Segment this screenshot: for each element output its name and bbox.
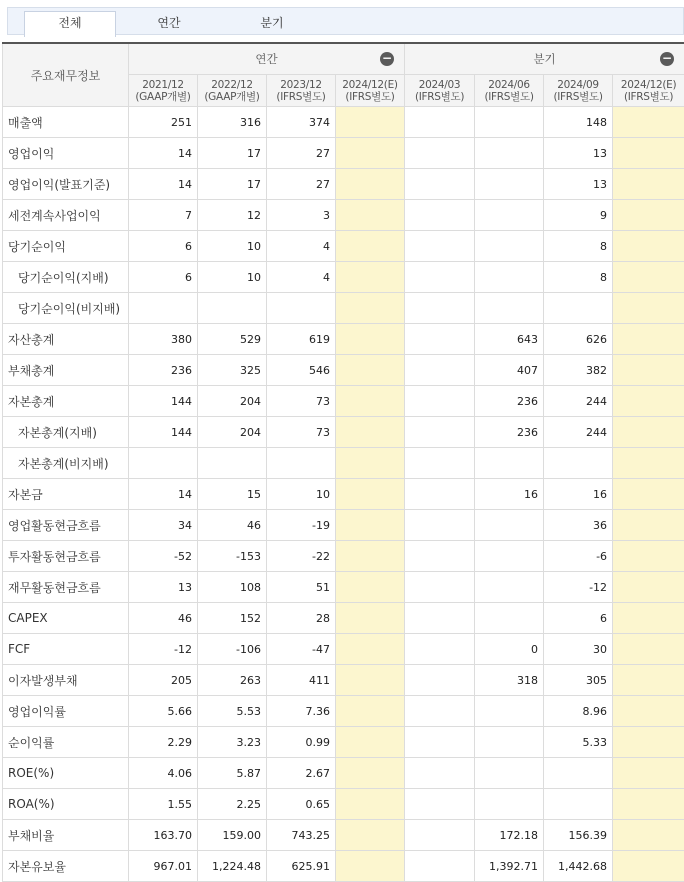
row-label[interactable]: 매출액 xyxy=(3,107,129,138)
table-cell xyxy=(475,696,544,727)
table-cell: 4 xyxy=(267,231,336,262)
table-cell xyxy=(613,820,684,851)
table-cell xyxy=(544,758,613,789)
table-cell xyxy=(405,293,475,324)
basis-label: (GAAP개별) xyxy=(204,90,260,103)
row-label[interactable]: 당기순이익(비지배) xyxy=(3,293,129,324)
minus-circle-icon[interactable]: − xyxy=(662,51,673,65)
table-cell: 3.23 xyxy=(198,727,267,758)
row-label[interactable]: 재무활동현금흐름 xyxy=(3,572,129,603)
table-cell xyxy=(267,293,336,324)
table-cell: 6 xyxy=(544,603,613,634)
table-cell xyxy=(336,572,405,603)
table-cell: 529 xyxy=(198,324,267,355)
group-label-annual: 연간 xyxy=(255,52,278,66)
table-cell xyxy=(405,820,475,851)
table-cell: 36 xyxy=(544,510,613,541)
table-cell xyxy=(336,107,405,138)
row-label[interactable]: 영업이익률 xyxy=(3,696,129,727)
table-cell xyxy=(613,293,684,324)
row-label[interactable]: ROE(%) xyxy=(3,758,129,789)
row-label[interactable]: FCF xyxy=(3,634,129,665)
table-cell: 643 xyxy=(475,324,544,355)
table-cell: 73 xyxy=(267,417,336,448)
table-cell: 144 xyxy=(129,417,198,448)
table-cell xyxy=(405,789,475,820)
table-cell: -106 xyxy=(198,634,267,665)
table-cell xyxy=(267,448,336,479)
table-cell: -47 xyxy=(267,634,336,665)
table-cell: 51 xyxy=(267,572,336,603)
table-cell: 2.67 xyxy=(267,758,336,789)
corner-header: 주요재무정보 xyxy=(3,43,129,107)
table-cell xyxy=(475,448,544,479)
table-row xyxy=(3,851,684,882)
table-cell: 17 xyxy=(198,138,267,169)
period-label: 2024/09 xyxy=(557,78,599,91)
table-cell xyxy=(475,293,544,324)
table-cell xyxy=(475,138,544,169)
table-cell: -12 xyxy=(544,572,613,603)
table-cell xyxy=(405,417,475,448)
table-cell xyxy=(475,169,544,200)
row-label[interactable]: 영업이익(발표기준) xyxy=(3,169,129,200)
row-label[interactable]: 자본유보율 xyxy=(3,851,129,882)
table-cell: 5.87 xyxy=(198,758,267,789)
table-cell: 204 xyxy=(198,417,267,448)
table-cell xyxy=(336,603,405,634)
table-cell: 0.65 xyxy=(267,789,336,820)
table-cell: 1.55 xyxy=(129,789,198,820)
table-cell: 5.66 xyxy=(129,696,198,727)
table-cell: 626 xyxy=(544,324,613,355)
table-row xyxy=(3,479,684,510)
table-row xyxy=(3,200,684,231)
table-cell: 12 xyxy=(198,200,267,231)
table-cell xyxy=(336,448,405,479)
table-cell xyxy=(613,138,684,169)
table-cell xyxy=(613,696,684,727)
table-cell xyxy=(613,758,684,789)
table-cell xyxy=(405,231,475,262)
table-row xyxy=(3,603,684,634)
table-body xyxy=(3,107,684,882)
table-cell xyxy=(405,355,475,386)
table-cell: 34 xyxy=(129,510,198,541)
tab-quarterly[interactable]: 분기 xyxy=(260,16,284,30)
table-cell: -12 xyxy=(129,634,198,665)
table-cell: 5.33 xyxy=(544,727,613,758)
table-cell xyxy=(336,231,405,262)
table-cell xyxy=(336,634,405,665)
table-cell: 159.00 xyxy=(198,820,267,851)
table-cell: 8.96 xyxy=(544,696,613,727)
table-cell: 73 xyxy=(267,386,336,417)
table-cell xyxy=(613,386,684,417)
table-cell: 236 xyxy=(475,386,544,417)
basis-label: (IFRS별도) xyxy=(553,90,603,103)
basis-label: (GAAP개별) xyxy=(135,90,191,103)
table-cell: 10 xyxy=(198,231,267,262)
table-row xyxy=(3,820,684,851)
table-cell xyxy=(336,758,405,789)
table-cell xyxy=(198,293,267,324)
period-label: 2024/12(E) xyxy=(620,78,677,91)
table-cell xyxy=(613,603,684,634)
table-cell xyxy=(613,572,684,603)
table-cell xyxy=(613,417,684,448)
table-cell xyxy=(336,479,405,510)
table-cell: 625.91 xyxy=(267,851,336,882)
table-row xyxy=(3,417,684,448)
period-header xyxy=(475,75,544,107)
financial-summary-table xyxy=(2,42,684,882)
table-cell xyxy=(613,355,684,386)
table-cell xyxy=(613,479,684,510)
period-label: 2024/12(E) xyxy=(342,78,398,91)
table-cell xyxy=(613,510,684,541)
table-cell: 172.18 xyxy=(475,820,544,851)
period-label: 2022/12 xyxy=(211,78,253,91)
table-cell xyxy=(544,448,613,479)
table-cell xyxy=(336,851,405,882)
period-header xyxy=(405,75,475,107)
table-cell: 2.25 xyxy=(198,789,267,820)
table-cell: 10 xyxy=(267,479,336,510)
row-label[interactable]: 부채총계 xyxy=(3,355,129,386)
row-label[interactable]: 자본금 xyxy=(3,479,129,510)
row-label[interactable]: 자본총계(지배) xyxy=(3,417,129,448)
table-cell xyxy=(475,107,544,138)
table-row xyxy=(3,355,684,386)
basis-label: (IFRS별도) xyxy=(623,90,674,103)
table-cell xyxy=(405,262,475,293)
period-label: 2021/12 xyxy=(142,78,184,91)
table-cell: 46 xyxy=(198,510,267,541)
row-label[interactable]: 투자활동현금흐름 xyxy=(3,541,129,572)
table-cell: 10 xyxy=(198,262,267,293)
table-cell xyxy=(129,293,198,324)
table-cell xyxy=(336,789,405,820)
table-cell: 17 xyxy=(198,169,267,200)
table-cell: 3 xyxy=(267,200,336,231)
table-cell xyxy=(613,169,684,200)
table-row xyxy=(3,107,684,138)
table-cell xyxy=(336,200,405,231)
table-cell: -6 xyxy=(544,541,613,572)
table-cell: 5.53 xyxy=(198,696,267,727)
table-cell xyxy=(405,200,475,231)
tab-bar xyxy=(0,0,684,42)
table-cell xyxy=(613,324,684,355)
table-cell: 2.29 xyxy=(129,727,198,758)
table-cell xyxy=(336,355,405,386)
table-cell: 374 xyxy=(267,107,336,138)
table-cell: 1,442.68 xyxy=(544,851,613,882)
table-row xyxy=(3,448,684,479)
table-cell: -52 xyxy=(129,541,198,572)
table-cell xyxy=(336,138,405,169)
table-cell xyxy=(475,231,544,262)
table-cell: 28 xyxy=(267,603,336,634)
table-row xyxy=(3,696,684,727)
table-cell: 144 xyxy=(129,386,198,417)
table-cell: 27 xyxy=(267,169,336,200)
table-cell: 407 xyxy=(475,355,544,386)
period-header xyxy=(613,75,684,107)
table-cell xyxy=(475,789,544,820)
table-cell: 163.70 xyxy=(129,820,198,851)
table-cell xyxy=(405,107,475,138)
table-row xyxy=(3,293,684,324)
group-header-annual xyxy=(129,43,405,75)
period-header xyxy=(267,75,336,107)
row-label[interactable]: 영업이익 xyxy=(3,138,129,169)
table-cell: 14 xyxy=(129,138,198,169)
table-row xyxy=(3,324,684,355)
table-row xyxy=(3,169,684,200)
table-cell xyxy=(613,665,684,696)
row-label[interactable]: 이자발생부채 xyxy=(3,665,129,696)
table-cell: 14 xyxy=(129,169,198,200)
table-cell: 6 xyxy=(129,262,198,293)
period-header xyxy=(544,75,613,107)
row-label[interactable]: 자산총계 xyxy=(3,324,129,355)
table-row xyxy=(3,541,684,572)
group-header-quarterly xyxy=(405,43,684,75)
table-row xyxy=(3,138,684,169)
table-cell xyxy=(336,417,405,448)
table-row xyxy=(3,231,684,262)
table-row xyxy=(3,634,684,665)
table-cell xyxy=(613,107,684,138)
table-cell: 148 xyxy=(544,107,613,138)
table-cell: 1,224.48 xyxy=(198,851,267,882)
table-cell xyxy=(405,727,475,758)
table-cell xyxy=(613,634,684,665)
table-cell xyxy=(405,510,475,541)
table-cell: 30 xyxy=(544,634,613,665)
period-label: 2023/12 xyxy=(280,78,322,91)
table-cell: 46 xyxy=(129,603,198,634)
table-cell: -19 xyxy=(267,510,336,541)
table-cell xyxy=(405,758,475,789)
row-label[interactable]: 부채비율 xyxy=(3,820,129,851)
table-cell xyxy=(405,851,475,882)
period-header xyxy=(129,75,198,107)
table-cell: 13 xyxy=(544,169,613,200)
table-cell: -22 xyxy=(267,541,336,572)
table-cell xyxy=(405,572,475,603)
table-cell: 15 xyxy=(198,479,267,510)
table-cell xyxy=(336,541,405,572)
table-cell xyxy=(405,479,475,510)
table-cell xyxy=(544,789,613,820)
table-row xyxy=(3,789,684,820)
table-cell xyxy=(475,603,544,634)
table-cell: 411 xyxy=(267,665,336,696)
basis-label: (IFRS별도) xyxy=(345,90,395,103)
table-cell: 16 xyxy=(475,479,544,510)
table-cell xyxy=(405,665,475,696)
row-label[interactable]: 자본총계 xyxy=(3,386,129,417)
period-label: 2024/06 xyxy=(488,78,530,91)
table-cell: 316 xyxy=(198,107,267,138)
table-cell xyxy=(405,324,475,355)
table-cell xyxy=(613,262,684,293)
table-cell: 6 xyxy=(129,231,198,262)
table-cell: 967.01 xyxy=(129,851,198,882)
table-cell xyxy=(336,510,405,541)
table-cell: 7.36 xyxy=(267,696,336,727)
table-cell xyxy=(613,851,684,882)
table-cell: 244 xyxy=(544,386,613,417)
table-cell xyxy=(336,696,405,727)
period-header xyxy=(198,75,267,107)
table-cell: 251 xyxy=(129,107,198,138)
table-cell: 4 xyxy=(267,262,336,293)
row-label[interactable]: 세전계속사업이익 xyxy=(3,200,129,231)
table-cell: 318 xyxy=(475,665,544,696)
table-cell: 205 xyxy=(129,665,198,696)
basis-label: (IFRS별도) xyxy=(484,90,534,103)
table-cell xyxy=(405,169,475,200)
table-cell xyxy=(544,293,613,324)
table-cell xyxy=(405,634,475,665)
table-cell: 743.25 xyxy=(267,820,336,851)
tab-all[interactable]: 전체 xyxy=(24,11,116,37)
period-label: 2024/03 xyxy=(418,78,461,91)
table-cell: 1,392.71 xyxy=(475,851,544,882)
period-header xyxy=(336,75,405,107)
table-cell xyxy=(336,293,405,324)
table-row xyxy=(3,665,684,696)
table-cell xyxy=(336,169,405,200)
table-cell xyxy=(336,727,405,758)
table-cell xyxy=(405,541,475,572)
row-label[interactable]: 당기순이익 xyxy=(3,231,129,262)
table-row xyxy=(3,262,684,293)
table-cell xyxy=(129,448,198,479)
table-cell: 4.06 xyxy=(129,758,198,789)
table-cell: 204 xyxy=(198,386,267,417)
table-cell: 380 xyxy=(129,324,198,355)
table-cell: 156.39 xyxy=(544,820,613,851)
table-cell xyxy=(613,200,684,231)
group-label-quarterly: 분기 xyxy=(533,52,556,66)
table-cell xyxy=(198,448,267,479)
row-label[interactable]: CAPEX xyxy=(3,603,129,634)
table-cell: 244 xyxy=(544,417,613,448)
row-label[interactable]: ROA(%) xyxy=(3,789,129,820)
table-cell: 27 xyxy=(267,138,336,169)
table-cell: 619 xyxy=(267,324,336,355)
table-cell xyxy=(405,603,475,634)
table-cell: -153 xyxy=(198,541,267,572)
row-label[interactable]: 당기순이익(지배) xyxy=(3,262,129,293)
table-cell xyxy=(475,541,544,572)
table-cell: 7 xyxy=(129,200,198,231)
table-cell xyxy=(475,572,544,603)
table-cell xyxy=(613,727,684,758)
table-cell: 108 xyxy=(198,572,267,603)
table-cell: 8 xyxy=(544,231,613,262)
tab-annual[interactable]: 연간 xyxy=(157,16,181,30)
table-cell xyxy=(475,727,544,758)
table-cell: 236 xyxy=(129,355,198,386)
row-label[interactable]: 자본총계(비지배) xyxy=(3,448,129,479)
table-cell xyxy=(613,789,684,820)
table-cell xyxy=(336,665,405,696)
row-label[interactable]: 영업활동현금흐름 xyxy=(3,510,129,541)
table-cell: 8 xyxy=(544,262,613,293)
table-cell: 9 xyxy=(544,200,613,231)
basis-label: (IFRS별도) xyxy=(414,90,465,103)
table-cell xyxy=(475,510,544,541)
table-cell: 152 xyxy=(198,603,267,634)
table-cell: 0.99 xyxy=(267,727,336,758)
table-cell xyxy=(475,200,544,231)
table-cell xyxy=(336,820,405,851)
table-cell xyxy=(336,262,405,293)
table-cell: 325 xyxy=(198,355,267,386)
table-cell xyxy=(405,386,475,417)
basis-label: (IFRS별도) xyxy=(276,90,326,103)
table-row xyxy=(3,572,684,603)
table-row xyxy=(3,727,684,758)
table-cell: 305 xyxy=(544,665,613,696)
table-cell xyxy=(336,324,405,355)
table-cell xyxy=(613,541,684,572)
table-row xyxy=(3,758,684,789)
table-cell: 263 xyxy=(198,665,267,696)
table-cell: 0 xyxy=(475,634,544,665)
minus-circle-icon[interactable]: − xyxy=(382,51,393,65)
table-cell xyxy=(336,386,405,417)
table-cell: 13 xyxy=(544,138,613,169)
table-cell xyxy=(405,448,475,479)
table-cell: 14 xyxy=(129,479,198,510)
table-row xyxy=(3,510,684,541)
table-row xyxy=(3,386,684,417)
table-cell xyxy=(613,231,684,262)
table-cell: 16 xyxy=(544,479,613,510)
table-cell xyxy=(405,138,475,169)
table-cell: 382 xyxy=(544,355,613,386)
table-cell: 13 xyxy=(129,572,198,603)
table-cell xyxy=(475,262,544,293)
table-cell xyxy=(405,696,475,727)
row-label[interactable]: 순이익률 xyxy=(3,727,129,758)
table-cell xyxy=(475,758,544,789)
table-cell xyxy=(613,448,684,479)
table-cell: 546 xyxy=(267,355,336,386)
table-cell: 236 xyxy=(475,417,544,448)
